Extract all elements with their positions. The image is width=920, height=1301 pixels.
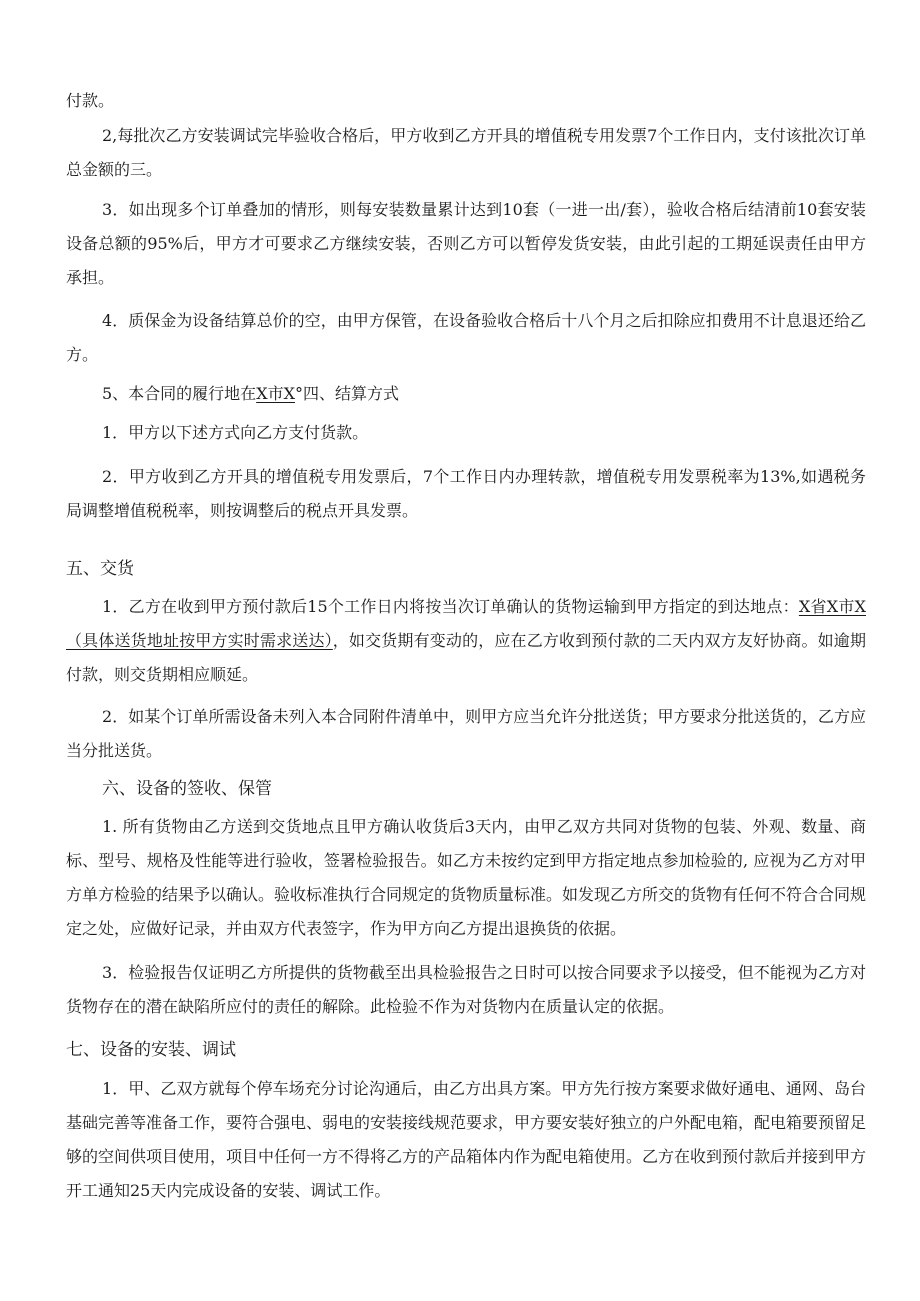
paragraph-place-of-performance (66, 377, 866, 411)
paragraph-inspection-report: 3．检验报告仅证明乙方所提供的货物截至出具检验报告之日时可以按合同要求予以接受，但不能视为乙方对货物存在的潜在缺陷所应付的责任的解除。此检验不作为对货物内在质量认定的依据。 (66, 963, 866, 1016)
delivery-address-underlined: X省X市X（具体送货地址按甲方实时需求送达） (66, 597, 866, 650)
paragraph-vat-invoice: 2．甲方收到乙方开具的增值税专用发票后，7个工作日内办理转款，增值税专用发票税率为13%,如遇税务局调整增值税税率，则按调整后的税点开具发票。 (66, 467, 866, 520)
paragraph-order-overlap: 3．如出现多个订单叠加的情形，则每安装数量累计达到10套（一进一出/套），验收合格后结清前10套安装设备总额的95%后，甲方才可要求乙方继续安装，否则乙方可以暂停发货安装，由此引起的工期延误责任由甲方承担。 (66, 200, 866, 287)
paragraph-settlement-method: 1．甲方以下述方式向乙方支付货款。 (102, 423, 369, 442)
place-prefix: 5、本合同的履行地在 (102, 384, 257, 403)
paragraph-payment-batch: 2,每批次乙方安装调试完毕验收合格后，甲方收到乙方开具的增值税专用发票7个工作日内，支付该批次订单总金额的三。 (66, 126, 866, 179)
place-underlined: X市X (256, 384, 295, 403)
paragraph-continuation: 付款。 (66, 91, 115, 110)
delivery-prefix: 1．乙方在收到甲方预付款后15个工作日内将按当次订单确认的货物运输到甲方指定的到达地点： (102, 597, 799, 616)
heading-receipt-custody: 六、设备的签收、保管 (102, 779, 272, 799)
heading-installation-commissioning: 七、设备的安装、调试 (66, 1040, 236, 1060)
place-suffix: °四、结算方式 (294, 384, 399, 403)
heading-delivery: 五、交货 (66, 559, 134, 579)
delivery-suffix: ，如交货期有变动的，应在乙方收到预付款的二天内双方友好协商。如逾期付款，则交货期相应顺延。 (66, 631, 866, 684)
paragraph-delivery-terms (66, 590, 866, 692)
paragraph-warranty-deposit: 4．质保金为设备结算总价的空，由甲方保管，在设备验收合格后十八个月之后扣除应扣费用不计息退还给乙方。 (66, 311, 866, 364)
paragraph-installation: 1．甲、乙双方就每个停车场充分讨论沟通后，由乙方出具方案。甲方先行按方案要求做好通电、通网、岛台基础完善等准备工作，要符合强电、弱电的安装接线规范要求，甲方要安装好独立的户外配电箱，配电箱要预留足够的空间供项目使用，项目中任何一方不得将乙方的产品箱体内作为配电箱使用。乙方在收到预付款后并接到甲方开工通知25天内完成设备的安装、调试工作。 (66, 1079, 867, 1200)
paragraph-batch-delivery: 2．如某个订单所需设备未列入本合同附件清单中，则甲方应当允许分批送货；甲方要求分批送货的，乙方应当分批送货。 (66, 707, 866, 760)
paragraph-inspection: 1. 所有货物由乙方送到交货地点且甲方确认收货后3天内，由甲乙双方共同对货物的包装、外观、数量、商标、型号、规格及性能等进行验收，签署检验报告。如乙方未按约定到甲方指定地点参加检验的, 应视为乙方对甲方单方检验的结果予以确认。验收标准执行合同规定的货物质量标准。如发现乙方所交的货物有任何不符合合同规定之处，应做好记录，并由双方代表签字，作为甲方向乙方提出退换货的依据。 (66, 817, 867, 938)
